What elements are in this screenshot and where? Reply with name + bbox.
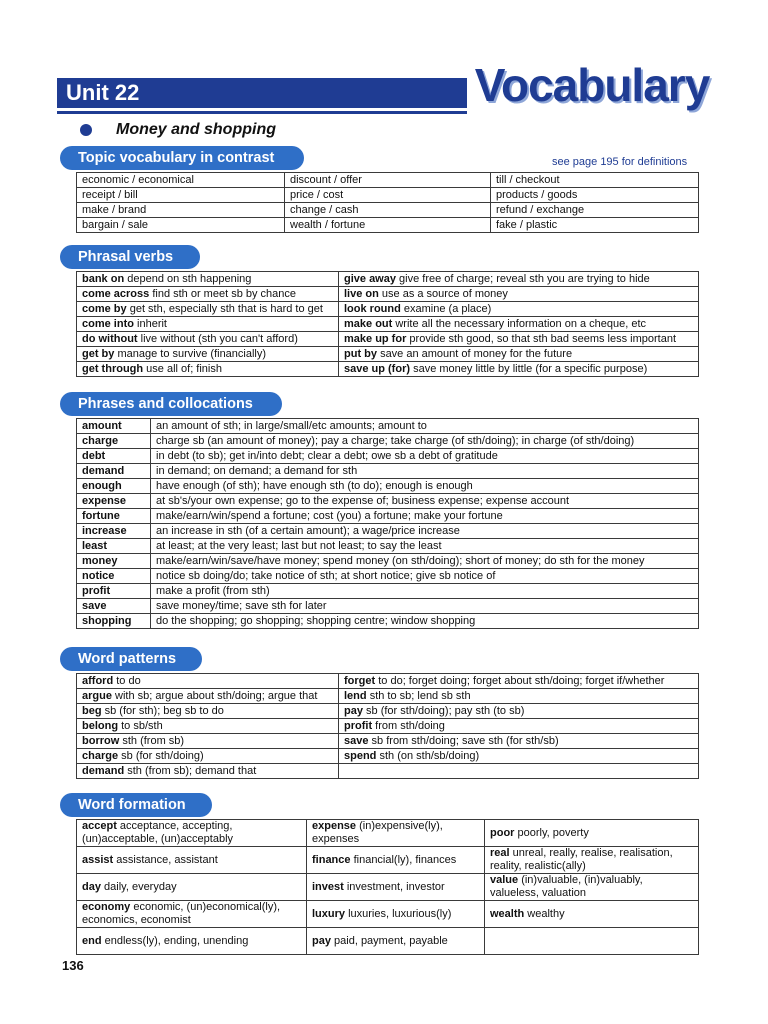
definition: use as a source of money — [381, 288, 508, 300]
table-row — [77, 494, 699, 509]
table-cell — [339, 362, 699, 377]
definition: do the shopping; go shopping; shopping centre; window shopping — [151, 614, 699, 629]
definition: paid, payment, payable — [334, 934, 448, 947]
headword: borrow — [82, 735, 120, 747]
table-row — [77, 203, 699, 218]
definition: sth (on sth/sb/doing) — [379, 750, 480, 762]
headword: make up for — [344, 333, 407, 345]
table-row — [77, 901, 699, 928]
table-row — [77, 614, 699, 629]
headword: poor — [490, 826, 515, 839]
table-row — [77, 272, 699, 287]
headword: demand — [82, 765, 125, 777]
table-row — [77, 539, 699, 554]
definition: from sth/doing — [375, 720, 445, 732]
table-cell — [77, 820, 307, 847]
definition: examine (a place) — [403, 303, 492, 315]
table-cell — [485, 847, 699, 874]
definition: sth (from sb); demand that — [127, 765, 257, 777]
table-row — [77, 674, 699, 689]
table-cell — [77, 689, 339, 704]
headword: debt — [77, 449, 151, 464]
table-cell — [77, 874, 307, 901]
table-cell — [339, 704, 699, 719]
headword: invest — [312, 880, 344, 893]
headword: come by — [82, 303, 127, 315]
table-cell — [485, 928, 699, 955]
table-cell — [77, 719, 339, 734]
headword: make out — [344, 318, 393, 330]
bullet-icon — [80, 124, 92, 136]
table-row — [77, 599, 699, 614]
definition: have enough (of sth); have enough sth (to do); enough is enough — [151, 479, 699, 494]
headword: increase — [77, 524, 151, 539]
definition: luxuries, luxurious(ly) — [348, 907, 452, 920]
headword: spend — [344, 750, 377, 762]
headword: economy — [82, 901, 131, 913]
table-cell — [77, 928, 307, 955]
table-row — [77, 419, 699, 434]
headword: lend — [344, 690, 367, 702]
definition: charge sb (an amount of money); pay a charge; take charge (of sth/doing); in charge (of sth/doing) — [151, 434, 699, 449]
headword: live on — [344, 288, 379, 300]
headword: shopping — [77, 614, 151, 629]
table-cell — [339, 272, 699, 287]
headword: enough — [77, 479, 151, 494]
definition: depend on sth happening — [127, 273, 252, 285]
topic-subtitle: Money and shopping — [116, 121, 276, 138]
vocabulary-title: Vocabulary — [467, 56, 717, 114]
definition: save money/time; save sth for later — [151, 599, 699, 614]
definitions-note: see page 195 for definitions — [552, 156, 688, 168]
table-cell — [77, 901, 307, 928]
table-row — [77, 302, 699, 317]
headword: beg — [82, 705, 102, 717]
table-cell — [485, 820, 699, 847]
headword: luxury — [312, 907, 346, 920]
headword: fortune — [77, 509, 151, 524]
definition: sb (for sth/doing); pay sth (to sb) — [366, 705, 525, 717]
headword: amount — [77, 419, 151, 434]
headword: do without — [82, 333, 138, 345]
phrases-collocations-table — [76, 418, 699, 629]
table-row — [77, 764, 699, 779]
table-row — [77, 749, 699, 764]
table-cell — [339, 689, 699, 704]
section-word-patterns: Word patterns — [60, 647, 202, 671]
definition: make/earn/win/save/have money; spend money (on sth/doing); short of money; do sth for the money — [151, 554, 699, 569]
headword: look round — [344, 303, 401, 315]
headword: pay — [344, 705, 363, 717]
table-cell — [77, 847, 307, 874]
table-row — [77, 584, 699, 599]
table-row — [77, 554, 699, 569]
headword: real — [490, 847, 510, 859]
headword: pay — [312, 934, 331, 947]
table-cell — [339, 719, 699, 734]
headword: day — [82, 880, 101, 893]
definition: at least; at the very least; last but not least; to say the least — [151, 539, 699, 554]
definition: poorly, poverty — [517, 826, 589, 839]
headword: afford — [82, 675, 114, 687]
definition: sth to sb; lend sb sth — [369, 690, 471, 702]
table-row — [77, 317, 699, 332]
definition: at sb's/your own expense; go to the expense of; business expense; expense account — [151, 494, 699, 509]
table-row — [77, 928, 699, 955]
headword: save — [344, 735, 369, 747]
table-cell — [77, 332, 339, 347]
headword: demand — [77, 464, 151, 479]
table-cell — [307, 901, 485, 928]
definition: with sb; argue about sth/doing; argue that — [115, 690, 318, 702]
headword: save up (for) — [344, 363, 411, 375]
headword: come into — [82, 318, 134, 330]
table-cell: refund / exchange — [491, 203, 699, 218]
definition: endless(ly), ending, unending — [104, 934, 249, 947]
definition: make a profit (from sth) — [151, 584, 699, 599]
table-row — [77, 362, 699, 377]
headword: finance — [312, 853, 351, 866]
section-phrases-collocations: Phrases and collocations — [60, 392, 282, 416]
headword: forget — [344, 675, 376, 687]
table-cell — [77, 362, 339, 377]
table-cell: receipt / bill — [77, 188, 285, 203]
table-cell — [339, 764, 699, 779]
table-row — [77, 287, 699, 302]
table-row — [77, 347, 699, 362]
definition: to do — [116, 675, 141, 687]
headword: give away — [344, 273, 396, 285]
table-cell: discount / offer — [285, 173, 491, 188]
definition: sb (for sth/doing) — [121, 750, 204, 762]
table-cell — [77, 347, 339, 362]
table-cell — [339, 749, 699, 764]
table-row — [77, 173, 699, 188]
definition: provide sth good, so that sth bad seems less important — [409, 333, 677, 345]
definition: to do; forget doing; forget about sth/doing; forget if/whether — [378, 675, 665, 687]
table-row — [77, 449, 699, 464]
definition: (in)valuable, (in)valuably, valueless, valuation — [490, 874, 643, 899]
headword: wealth — [490, 907, 525, 920]
page-number: 136 — [62, 958, 84, 973]
definition: save money little by little (for a specific purpose) — [413, 363, 648, 375]
section-word-formation: Word formation — [60, 793, 212, 817]
definition: acceptance, accepting, (un)acceptable, (un)acceptably — [82, 820, 234, 845]
phrasal-verbs-table — [76, 271, 699, 377]
headword: save — [77, 599, 151, 614]
definition: financial(ly), finances — [353, 853, 457, 866]
headword: expense — [77, 494, 151, 509]
table-cell — [77, 704, 339, 719]
headword: end — [82, 934, 102, 947]
table-cell — [307, 820, 485, 847]
headword: money — [77, 554, 151, 569]
headword: charge — [77, 434, 151, 449]
definition: assistance, assistant — [116, 853, 218, 866]
table-cell — [307, 928, 485, 955]
section-phrasal-verbs: Phrasal verbs — [60, 245, 200, 269]
headword: put by — [344, 348, 377, 360]
definition: manage to survive (financially) — [117, 348, 267, 360]
table-row — [77, 479, 699, 494]
definition: wealthy — [527, 907, 565, 920]
definition: sb from sth/doing; save sth (for sth/sb) — [371, 735, 559, 747]
table-row — [77, 332, 699, 347]
definition: sth (from sb) — [122, 735, 185, 747]
headword: accept — [82, 820, 117, 832]
headword: get through — [82, 363, 144, 375]
definition: daily, everyday — [104, 880, 177, 893]
table-row — [77, 734, 699, 749]
table-row — [77, 569, 699, 584]
table-cell: price / cost — [285, 188, 491, 203]
table-row — [77, 509, 699, 524]
table-cell: economic / economical — [77, 173, 285, 188]
table-cell — [77, 287, 339, 302]
table-cell — [77, 734, 339, 749]
definition: to sb/sth — [121, 720, 163, 732]
table-cell: wealth / fortune — [285, 218, 491, 233]
table-cell — [339, 302, 699, 317]
headword: get by — [82, 348, 115, 360]
table-row — [77, 434, 699, 449]
table-cell — [339, 734, 699, 749]
table-cell — [485, 874, 699, 901]
table-row — [77, 704, 699, 719]
definition: an increase in sth (of a certain amount); a wage/price increase — [151, 524, 699, 539]
definition: find sth or meet sb by chance — [152, 288, 297, 300]
topic-vocabulary-table — [76, 172, 699, 233]
table-row — [77, 874, 699, 901]
definition: make/earn/win/spend a fortune; cost (you) a fortune; make your fortune — [151, 509, 699, 524]
definition: in demand; on demand; a demand for sth — [151, 464, 699, 479]
headword: bank on — [82, 273, 125, 285]
table-row — [77, 464, 699, 479]
table-row — [77, 847, 699, 874]
definition: unreal, really, realise, realisation, reality, realistic(ally) — [490, 847, 673, 872]
table-cell: bargain / sale — [77, 218, 285, 233]
table-cell — [485, 901, 699, 928]
definition: in debt (to sb); get in/into debt; clear a debt; owe sb a debt of gratitude — [151, 449, 699, 464]
definition: give free of charge; reveal sth you are trying to hide — [399, 273, 650, 285]
headword: notice — [77, 569, 151, 584]
table-cell — [77, 272, 339, 287]
definition: get sth, especially sth that is hard to get — [129, 303, 323, 315]
table-cell — [307, 847, 485, 874]
table-cell: change / cash — [285, 203, 491, 218]
table-row — [77, 524, 699, 539]
headword: belong — [82, 720, 119, 732]
table-cell — [339, 317, 699, 332]
headword: argue — [82, 690, 112, 702]
table-row — [77, 719, 699, 734]
table-row — [77, 820, 699, 847]
table-cell: products / goods — [491, 188, 699, 203]
headword: assist — [82, 853, 114, 866]
definition: sb (for sth); beg sb to do — [104, 705, 224, 717]
table-cell — [77, 302, 339, 317]
table-cell — [77, 317, 339, 332]
table-row — [77, 188, 699, 203]
definition: use all of; finish — [146, 363, 222, 375]
table-cell: till / checkout — [491, 173, 699, 188]
table-cell — [339, 674, 699, 689]
definition: an amount of sth; in large/small/etc amounts; amount to — [151, 419, 699, 434]
headword: come across — [82, 288, 150, 300]
headword: profit — [344, 720, 373, 732]
definition: live without (sth you can't afford) — [140, 333, 298, 345]
definition: write all the necessary information on a cheque, etc — [395, 318, 647, 330]
definition: investment, investor — [346, 880, 445, 893]
table-cell — [339, 332, 699, 347]
table-cell — [339, 347, 699, 362]
definition: economic, (un)economical(ly), economics, economist — [82, 901, 281, 926]
table-cell — [77, 764, 339, 779]
definition: inherit — [137, 318, 167, 330]
definition: (in)expensive(ly), expenses — [312, 820, 443, 845]
headword: profit — [77, 584, 151, 599]
table-cell: make / brand — [77, 203, 285, 218]
word-formation-table — [76, 819, 699, 955]
headword: least — [77, 539, 151, 554]
word-patterns-table — [76, 673, 699, 779]
unit-label: Unit 22 — [66, 80, 140, 105]
table-row — [77, 689, 699, 704]
table-cell — [77, 749, 339, 764]
table-cell — [307, 874, 485, 901]
table-cell — [77, 674, 339, 689]
definition: save an amount of money for the future — [380, 348, 573, 360]
headword: value — [490, 874, 519, 886]
definition: notice sb doing/do; take notice of sth; at short notice; give sb notice of — [151, 569, 699, 584]
headword: charge — [82, 750, 119, 762]
headword: expense — [312, 820, 357, 832]
table-cell: fake / plastic — [491, 218, 699, 233]
section-topic-vocabulary: Topic vocabulary in contrast — [60, 146, 304, 170]
table-cell — [339, 287, 699, 302]
table-row — [77, 218, 699, 233]
